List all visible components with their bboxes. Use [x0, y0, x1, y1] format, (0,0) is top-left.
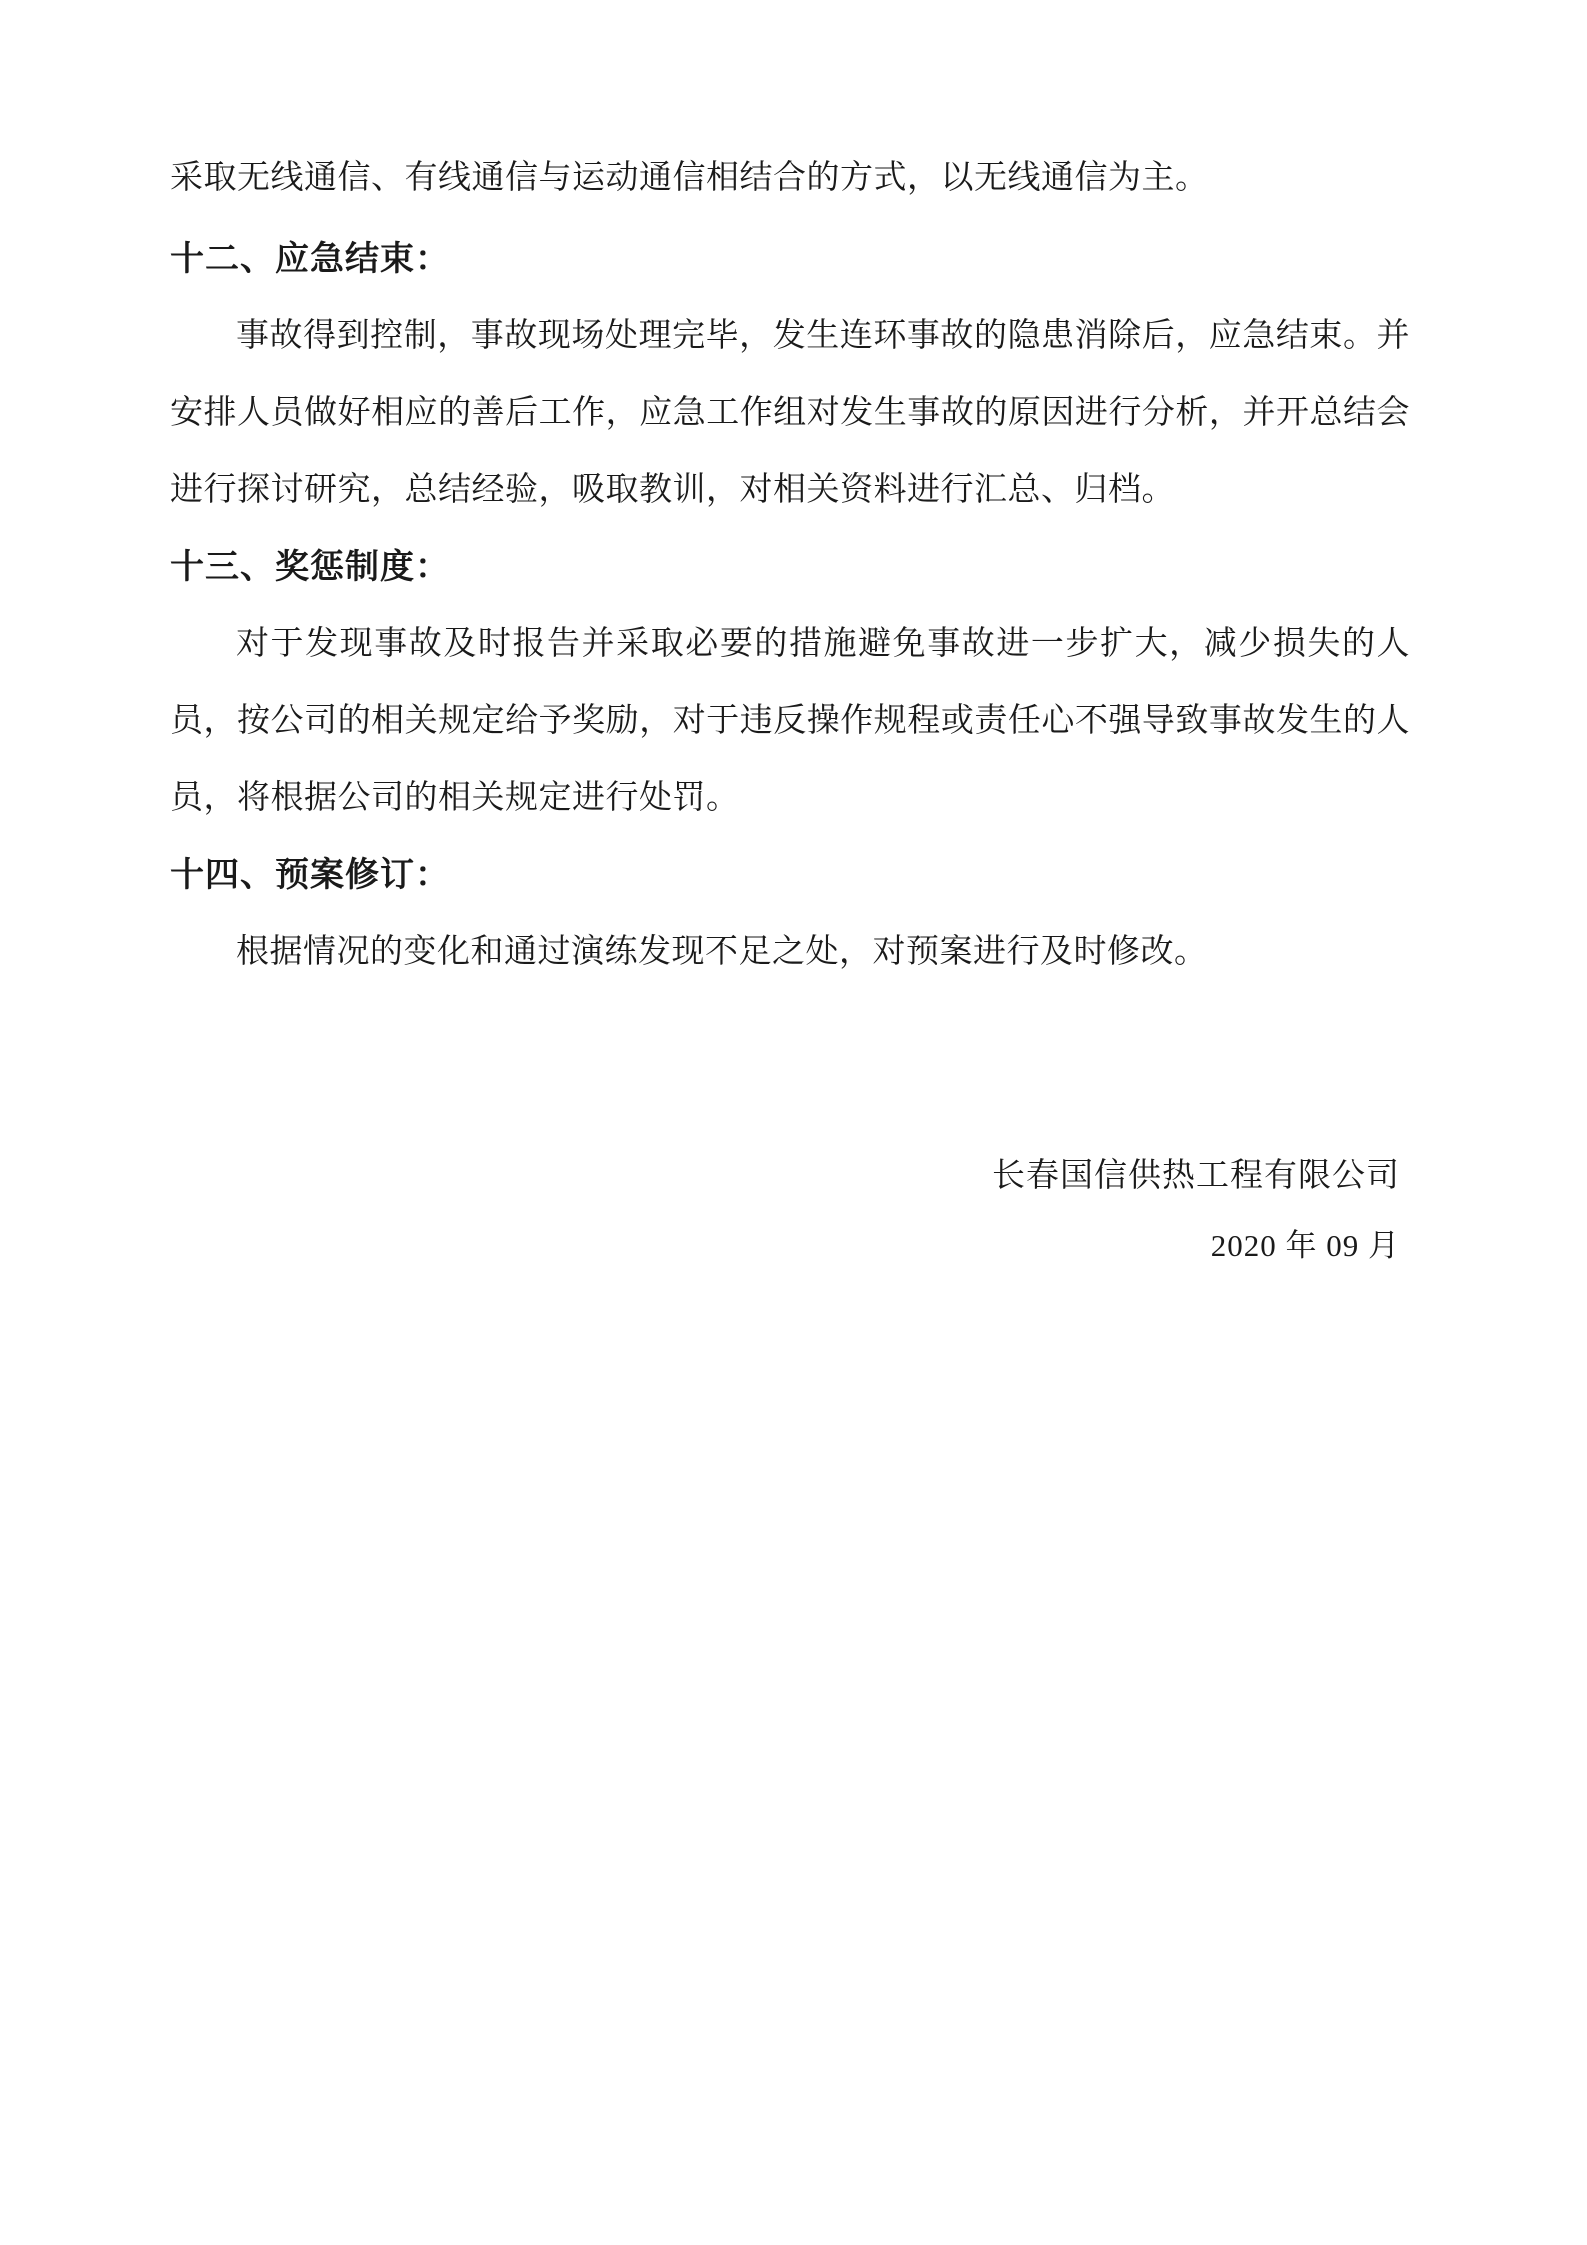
signature-company: 长春国信供热工程有限公司 [992, 1158, 1400, 1194]
section-heading-13: 十三、奖惩制度： [170, 549, 450, 586]
document-body [170, 140, 1410, 1281]
signature-date: 2020 年 09 月 [1210, 1228, 1400, 1263]
section-heading-12: 十二、应急结束： [170, 241, 450, 278]
signature-block [170, 1141, 1410, 1281]
section-heading-14: 十四、预案修订： [170, 857, 450, 894]
section-13-paragraph-1: 对于发现事故及时报告并采取必要的措施避免事故进一步扩大，减少损失的人员，按公司的相关规定给予奖励，对于违反操作规程或责任心不强导致事故发生的人员，将根据公司的相关规定进行处罚。 [170, 626, 1410, 816]
continued-paragraph: 采取无线通信、有线通信与运动通信相结合的方式，以无线通信为主。 [170, 160, 1209, 196]
section-12-paragraph-1: 事故得到控制，事故现场处理完毕，发生连环事故的隐患消除后，应急结束。并安排人员做好相应的善后工作，应急工作组对发生事故的原因进行分析，并开总结会进行探讨研究，总结经验，吸取教训，对相关资料进行汇总、归档。 [170, 318, 1410, 508]
section-14-paragraph-1: 根据情况的变化和通过演练发现不足之处，对预案进行及时修改。 [236, 934, 1208, 970]
